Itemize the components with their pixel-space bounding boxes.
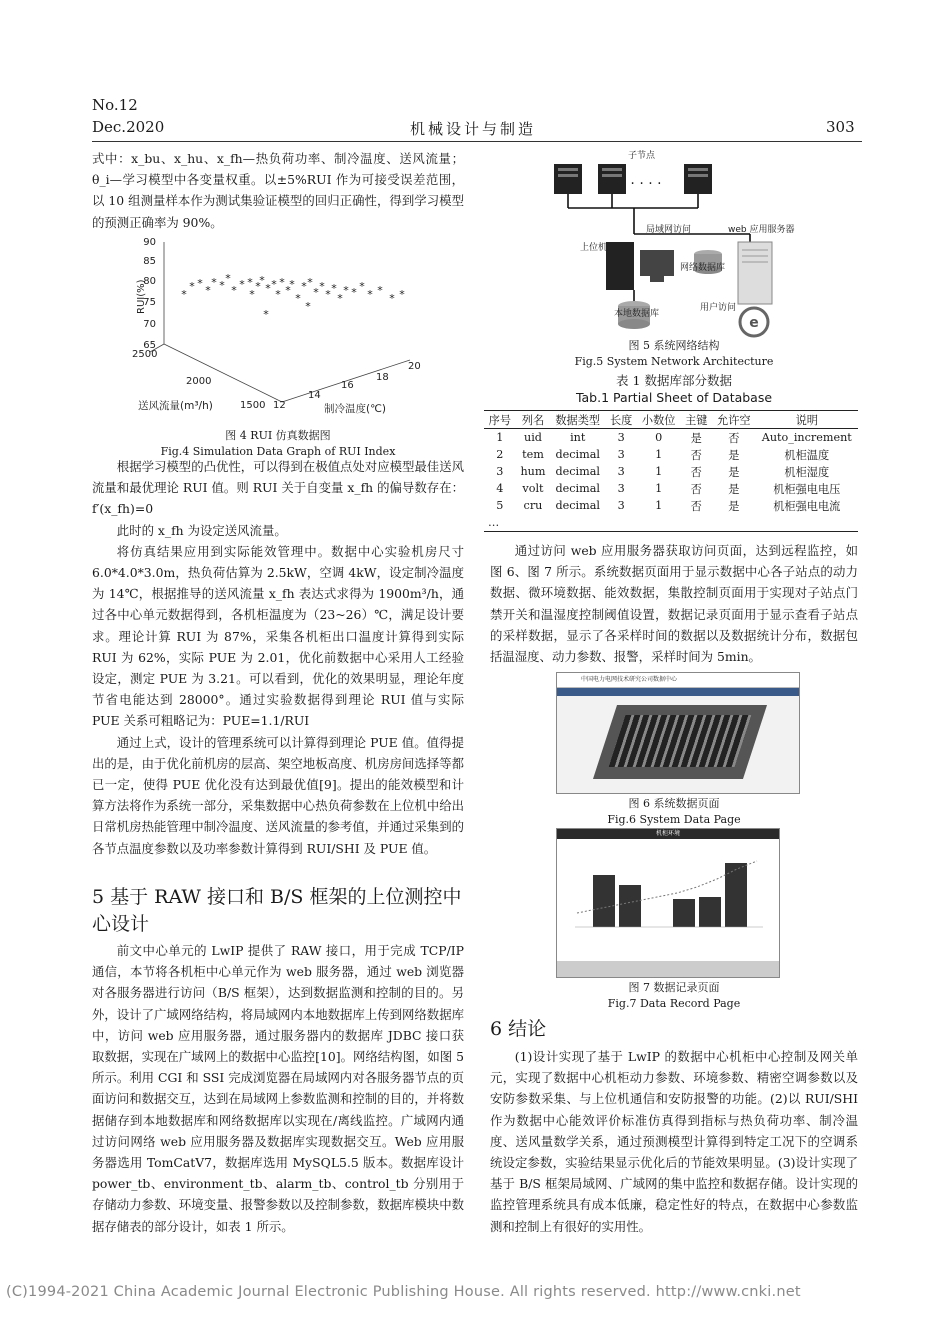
- paragraph: (1)设计实现了基于 LwIP 的数据中心机柜中心控制及网关单元，实现了数据中心机柜动力参数、环境参数、精密空调参数以及安防参数采集、与上位机通信和安防报警的功能。(2)以 RUI/SHI 作为数据中心能效评价标准仿真得到指标与热负荷功率、制冷温度、送风量数学关系，通过预测模型计算得到特定工况下的空调系统设定参数，实验结果显示优化后的节能效果明显。(3)设计实现了基于 B/S 框架局域网、广域网的集中监控和数据存储。设计实现的监控管理系统具有成本低廉，稳定性好的特点，在数据中心参数监测和控制上有很好的实用性。: [490, 1049, 858, 1234]
- copyright-footer: (C)1994-2021 China Academic Journal Electronic Publishing House. All rights reserved. http://www.cnki.net: [6, 1284, 801, 1300]
- label-web-server: web 应用服务器: [728, 225, 795, 235]
- table-cell: 是: [690, 431, 702, 445]
- scatter-point: *: [295, 292, 301, 305]
- issue-number: No.12: [92, 96, 138, 114]
- paragraph: 通过上式，设计的管理系统可以计算得到理论 PUE 值。值得提出的是，由于优化前机房的层高、架空地板高度、机房房间选择等都已一定，使得 PUE 优化没有达到最优值[9]。提出的能效模型和计算方法将作为系统一部分，采集数据中心热负荷参数在上位机中给出日常机房热能管理中制冷温度、送风流量的参考值，并通过采集到的各节点温度参数以及功率参数计算得到 RUI/SHI 及 PUE 值。: [92, 734, 464, 856]
- section5-heading: 5 基于 RAW 接口和 B/S 框架的上位测控中心设计: [92, 886, 462, 935]
- table-cell: 1: [496, 431, 504, 444]
- scatter-point: *: [319, 280, 325, 293]
- table-row: [484, 446, 858, 463]
- scatter-point: *: [197, 277, 203, 290]
- z-tick: 85: [143, 256, 156, 267]
- table-cell: 机柜湿度: [784, 465, 830, 479]
- scatter-point: *: [377, 284, 383, 297]
- table-cell: 是: [728, 465, 740, 479]
- right-body-block: [490, 540, 858, 667]
- fig5-network-diagram: [550, 146, 800, 342]
- table-cell: 否: [690, 465, 702, 479]
- table1-title-cn: 表 1 数据库部分数据: [616, 373, 732, 388]
- paragraph: 前文中心单元的 LwIP 提供了 RAW 接口，用于完成 TCP/IP 通信，本节将各机柜中心单元作为 web 服务器，通过 web 浏览器对各服务器进行访问（B/S 框架），达到数据监测和控制的目的。另外，设计了广域网络结构，将局域网内本地数据库上传到网络数据库中，访问 web 应用服务器，通过服务器内的数据库 JDBC 接口获取数据，实现在广域网上的数据中心监控[10]。网络结构图，如图 5 所示。利用 CGI 和 SSI 完成浏览器在局域网内对各服务器节点的页面访问和数据交互，达到在局域网上参数监测和控制的目的，并将数据储存到本地数据库和网络数据库以实现在/离线监控。广域网内通过访问网络 web 应用服务器及数据库实现数据交互。Web 应用服务器选用 TomCatV7，数据库选用 MySQL5.5 版本。数据库设计 power_tb、environment_tb、alarm_tb、control_tb 分别用于存储动力参数、环境变量、报警参数以及控制参数，数据库模块中数据存储表的部分设计，如表 1 所示。: [92, 943, 464, 1234]
- scatter-point: *: [189, 280, 195, 293]
- fig6-screenshot: [556, 672, 800, 794]
- scatter-point: *: [337, 292, 343, 305]
- fig7-screenshot: [556, 828, 780, 978]
- scatter-point: *: [399, 288, 405, 301]
- table-cell: Auto_increment: [761, 431, 852, 444]
- table-cell: 是: [728, 448, 740, 462]
- table-cell: 3: [617, 448, 625, 461]
- z-tick: 70: [143, 319, 156, 330]
- paragraph: 将仿真结果应用到实际能效管理中。数据中心实验机房尺寸 6.0*4.0*3.0m，热负荷估算为 2.5kW，空调 4kW，设定制冷温度为 14℃，根据推导的送风流量 x_fh 表达式求得为 1900m³/h，通过各中心单元数据得到，各机柜温度为（23~26）℃，满足设计要求。理论计算 RUI 为 87%，采集各机柜出口温度计算得到实际 RUI 为 62%，实际 PUE 为 2.01，优化前数据中心采用人工经验设定，测定 PUE 为 3.21。可以看到，优化的效果明显，理论年度节省电能达到 28000°。通过实验数据得到理论 RUI 值与实际 PUE 关系可粗略记为：PUE=1.1/RUI: [92, 543, 464, 729]
- journal-title: 机械设计与制造: [410, 120, 537, 138]
- scatter-point: *: [367, 288, 373, 301]
- y-tick: 16: [341, 380, 354, 391]
- fig7-caption-cn: 图 7 数据记录页面: [628, 981, 720, 994]
- table-header: 列名: [521, 413, 545, 427]
- paragraph: 通过访问 web 应用服务器获取访问页面，达到远程监控，如图 6、图 7 所示。系统数据页面用于显示数据中心各子站点的动力数据、微环境数据、能效数据，集散控制页面用于实现对子站点门禁开关和温湿度控制阈值设置，数据记录页面用于显示查看子站点的采样数据，显示了各采样时间的数据以及数据统计分布，数据包括温湿度、动力参数、报警，采样时间为 5min。: [490, 543, 858, 665]
- scatter-point: *: [249, 288, 255, 301]
- scatter-point: *: [289, 278, 295, 291]
- scatter-point: *: [239, 278, 245, 291]
- table-header: 说明: [795, 413, 818, 427]
- table-header-row: [484, 411, 858, 429]
- table1-title-en: Tab.1 Partial Sheet of Database: [575, 390, 773, 405]
- table-row: [484, 514, 858, 532]
- table-cell: 1: [655, 448, 663, 461]
- y-tick: 18: [376, 372, 389, 383]
- fig4-caption-en: Fig.4 Simulation Data Graph of RUI Index: [160, 445, 396, 458]
- label-child-node: 子节点: [628, 151, 656, 161]
- scatter-point: *: [265, 282, 271, 295]
- scatter-point: *: [255, 280, 261, 293]
- table-cell: 机柜强电电流: [773, 499, 841, 513]
- scatter-point: *: [301, 280, 307, 293]
- page-number: 303: [826, 118, 855, 136]
- right-section6-block: [490, 1046, 858, 1237]
- fig6-banner: 中国电力电网技术研究公司数据中心: [557, 673, 799, 688]
- table-cell: decimal: [555, 499, 600, 512]
- scatter-point: *: [271, 278, 277, 291]
- scatter-point: *: [351, 286, 357, 299]
- table-row: [484, 480, 858, 497]
- left-section5-block: [92, 940, 464, 1237]
- web-server-icon: [738, 242, 772, 304]
- paragraph: 根据学习模型的凸优性，可以得到在极值点处对应模型最佳送风流量和最优理论 RUI 值。则 RUI 关于自变量 x_fh 的偏导数存在：f′(x_fh)=0: [92, 459, 464, 517]
- table-cell: 是: [728, 499, 740, 513]
- table-cell: 3: [496, 465, 504, 478]
- scatter-point: *: [279, 276, 285, 289]
- table-cell: 5: [496, 499, 504, 512]
- z-tick: 65: [143, 340, 156, 351]
- scatter-point: *: [247, 276, 253, 289]
- table-cell: 否: [690, 448, 702, 462]
- table-header: 数据类型: [555, 413, 601, 427]
- table-cell: 否: [690, 482, 702, 496]
- table-header: 主键: [685, 413, 708, 427]
- scatter-point: *: [225, 272, 231, 285]
- y-axis-label: 制冷温度(℃): [324, 403, 386, 415]
- table1-title: [490, 372, 858, 406]
- fig7-caption-en: Fig.7 Data Record Page: [607, 997, 741, 1010]
- issue-date: Dec.2020: [92, 118, 165, 136]
- fig5-caption-en: Fig.5 System Network Architecture: [574, 355, 774, 368]
- table-cell: decimal: [555, 465, 600, 478]
- left-body-block: [92, 456, 464, 859]
- table-header: 序号: [488, 413, 512, 427]
- table-cell: 机柜温度: [784, 448, 830, 462]
- y-tick: 12: [273, 400, 286, 411]
- scatter-point: *: [325, 288, 331, 301]
- host-computer-icon: [606, 242, 634, 290]
- x-tick: 1500: [240, 400, 266, 411]
- z-tick: 75: [143, 297, 156, 308]
- table-cell: 1: [655, 499, 663, 512]
- table-cell: 3: [617, 499, 625, 512]
- x-tick: 2000: [186, 376, 212, 387]
- fig6-caption-cn: 图 6 系统数据页面: [628, 797, 720, 810]
- fig6-caption-en: Fig.6 System Data Page: [607, 813, 741, 826]
- table-cell: decimal: [555, 482, 600, 495]
- header-rule: [92, 141, 862, 142]
- fig4-caption-cn: 图 4 RUI 仿真数据图: [225, 429, 331, 442]
- fig7-title: 机柜环境: [557, 829, 779, 839]
- label-local-db: 本地数据库: [614, 309, 660, 319]
- table-cell: decimal: [555, 448, 600, 461]
- y-tick: 20: [408, 361, 421, 372]
- table-cell: tem: [522, 448, 544, 461]
- scatter-point: *: [259, 274, 265, 287]
- fig6-nav-bar: [557, 688, 799, 696]
- fig5-caption-cn: 图 5 系统网络结构: [628, 339, 720, 352]
- fig5-caption: [490, 338, 858, 370]
- fig4-scatter-chart: [92, 232, 464, 428]
- scatter-point: *: [343, 284, 349, 297]
- z-axis-label: RUI(%): [136, 279, 147, 314]
- table-cell: 3: [617, 431, 625, 444]
- table-cell: 机柜强电电压: [773, 482, 841, 496]
- table-cell: 否: [728, 431, 740, 445]
- scatter-point: *: [181, 288, 187, 301]
- scatter-point: *: [275, 288, 281, 301]
- table-cell: 1: [655, 465, 663, 478]
- table-cell: 3: [617, 465, 625, 478]
- left-intro-block: [92, 148, 464, 233]
- label-user-access: 用户访问: [700, 303, 737, 313]
- table-cell: 1: [655, 482, 663, 495]
- label-network-db: 网络数据库: [680, 263, 726, 273]
- table-ellipsis: …: [488, 516, 500, 529]
- scatter-point: *: [231, 284, 237, 297]
- section6-heading: 6 结论: [490, 1018, 547, 1040]
- table-row: [484, 497, 858, 514]
- table-cell: volt: [522, 482, 544, 495]
- table-cell: 否: [690, 499, 702, 513]
- table-cell: 3: [617, 482, 625, 495]
- scatter-point: *: [307, 276, 313, 289]
- table-row: [484, 429, 858, 447]
- table1: [484, 410, 858, 532]
- fig7-caption: [490, 980, 858, 1012]
- table-row: [484, 463, 858, 480]
- table-cell: uid: [523, 431, 542, 444]
- scatter-point: *: [285, 284, 291, 297]
- table-cell: cru: [523, 499, 543, 512]
- label-lan-access: 局域网访问: [646, 225, 692, 235]
- scatter-point: *: [305, 300, 311, 313]
- table-cell: int: [570, 431, 586, 444]
- table-header: 允许空: [717, 413, 751, 427]
- scatter-point: *: [331, 282, 337, 295]
- scatter-point: *: [389, 292, 395, 305]
- x-tick: 2500: [132, 349, 158, 360]
- fig7-chart: [557, 839, 779, 977]
- label-host: 上位机: [580, 243, 608, 253]
- scatter-point: *: [313, 286, 319, 299]
- table-cell: 0: [655, 431, 663, 444]
- table-cell: hum: [520, 465, 546, 478]
- table-cell: 4: [496, 482, 504, 495]
- browser-e-glyph: e: [749, 315, 759, 331]
- scatter-point: *: [211, 276, 217, 289]
- z-tick: 90: [143, 237, 156, 248]
- table-header: 长度: [609, 413, 633, 427]
- table-cell: 2: [496, 448, 504, 461]
- ellipsis-dots: . . . .: [630, 172, 662, 188]
- scatter-point: *: [205, 284, 211, 297]
- z-tick: 80: [143, 276, 156, 287]
- y-tick: 14: [308, 390, 321, 401]
- table-header: 小数位: [641, 413, 676, 427]
- scatter-point: *: [359, 280, 365, 293]
- scatter-point: *: [263, 308, 269, 321]
- fig6-caption: [490, 796, 858, 828]
- paragraph: 此时的 x_fh 为设定送风流量。: [116, 522, 287, 538]
- left-intro-paragraph: 式中：x_bu、x_hu、x_fh—热负荷功率、制冷温度、送风流量；θ_i—学习模型中各变量权重。以±5%RUI 作为可接受误差范围，以 10 组测量样本作为测试集验证模型的回归正确性，得到学习模型的预测正确率为 90%。: [92, 151, 464, 230]
- x-axis-label: 送风流量(m³/h): [138, 400, 213, 412]
- table-cell: 是: [728, 482, 740, 496]
- scatter-point: *: [219, 279, 225, 292]
